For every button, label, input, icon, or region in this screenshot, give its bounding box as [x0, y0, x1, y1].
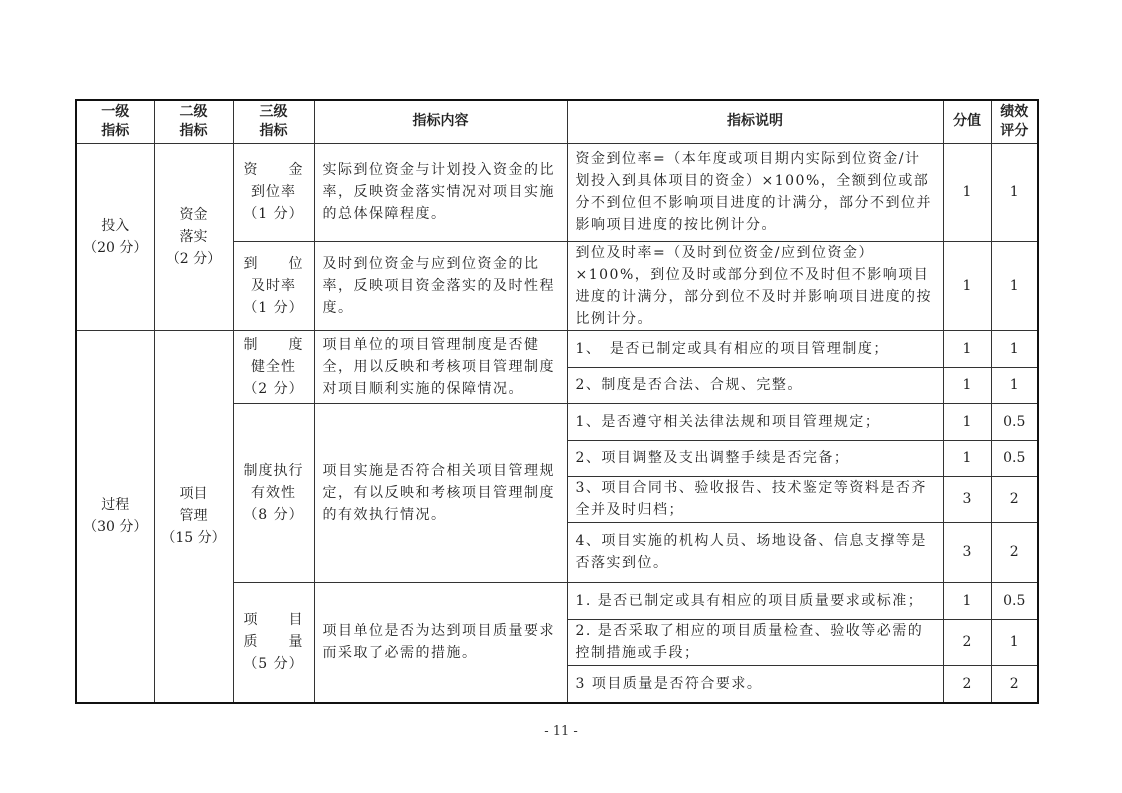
- description-cell: 4、项目实施的机构人员、场地设备、信息支撑等是否落实到位。: [567, 522, 943, 582]
- content-cell: 实际到位资金与计划投入资金的比率，反映资金落实情况对项目实施的总体保障程度。: [314, 143, 567, 241]
- content-cell: 项目实施是否符合相关项目管理规定，有以反映和考核项目管理制度的有效执行情况。: [314, 403, 567, 582]
- score-cell: 3: [943, 476, 991, 522]
- header-description: 指标说明: [567, 100, 943, 143]
- level1-process: 过程 （30 分）: [76, 330, 154, 703]
- header-row: [76, 100, 1038, 143]
- table-row: [76, 143, 1038, 241]
- description-cell: 到位及时率=（及时到位资金/应到位资金）×100%，到位及时或部分到位不及时但不影响项目进度的计满分，部分到位不及时并影响项目进度的按比例计分。: [567, 241, 943, 330]
- rating-cell: 1: [991, 143, 1038, 241]
- rating-cell: 1: [991, 330, 1038, 367]
- score-cell: 1: [943, 367, 991, 403]
- score-cell: 3: [943, 522, 991, 582]
- level1-input: 投入 （20 分）: [76, 143, 154, 330]
- header-level1: 一级 指标: [76, 100, 154, 143]
- table-row: [76, 330, 1038, 367]
- description-cell: 3、项目合同书、验收报告、技术鉴定等资料是否齐全并及时归档；: [567, 476, 943, 522]
- description-cell: 2、项目调整及支出调整手续是否完备；: [567, 440, 943, 476]
- rating-cell: 1: [991, 367, 1038, 403]
- score-cell: 2: [943, 665, 991, 703]
- page-number: - 11 -: [544, 724, 578, 739]
- score-cell: 1: [943, 440, 991, 476]
- level3-cell: 制度执行 有效性 （8 分）: [233, 403, 314, 582]
- level3-cell: 项 目 质 量 （5 分）: [233, 582, 314, 703]
- content-cell: 及时到位资金与应到位资金的比率，反映项目资金落实的及时性程度。: [314, 241, 567, 330]
- rating-cell: 1: [991, 241, 1038, 330]
- description-cell: 1、 是否已制定或具有相应的项目管理制度；: [567, 330, 943, 367]
- header-level3: 三级 指标: [233, 100, 314, 143]
- header-score: 分值: [943, 100, 991, 143]
- header-rating: 绩效 评分: [991, 100, 1038, 143]
- rating-cell: 2: [991, 522, 1038, 582]
- content-cell: 项目单位的项目管理制度是否健全，用以反映和考核项目管理制度对项目顺利实施的保障情况。: [314, 330, 567, 403]
- level2-project-management: 项目 管理 （15 分）: [154, 330, 233, 703]
- level2-funding: 资金 落实 （2 分）: [154, 143, 233, 330]
- description-cell: 1. 是否已制定或具有相应的项目质量要求或标准；: [567, 582, 943, 619]
- score-cell: 2: [943, 619, 991, 665]
- level3-cell: 资 金 到位率 （1 分）: [233, 143, 314, 241]
- score-cell: 1: [943, 241, 991, 330]
- content-cell: 项目单位是否为达到项目质量要求而采取了必需的措施。: [314, 582, 567, 703]
- level3-cell: 制 度 健全性 （2 分）: [233, 330, 314, 403]
- description-cell: 2. 是否采取了相应的项目质量检查、验收等必需的控制措施或手段；: [567, 619, 943, 665]
- score-cell: 1: [943, 143, 991, 241]
- rating-cell: 0.5: [991, 440, 1038, 476]
- description-cell: 3 项目质量是否符合要求。: [567, 665, 943, 703]
- performance-indicator-table: [75, 99, 1039, 704]
- rating-cell: 1: [991, 619, 1038, 665]
- rating-cell: 0.5: [991, 582, 1038, 619]
- rating-cell: 2: [991, 476, 1038, 522]
- rating-cell: 0.5: [991, 403, 1038, 440]
- level3-cell: 到 位 及时率 （1 分）: [233, 241, 314, 330]
- score-cell: 1: [943, 403, 991, 440]
- header-level2: 二级 指标: [154, 100, 233, 143]
- rating-cell: 2: [991, 665, 1038, 703]
- description-cell: 2、制度是否合法、合规、完整。: [567, 367, 943, 403]
- score-cell: 1: [943, 330, 991, 367]
- header-content: 指标内容: [314, 100, 567, 143]
- score-cell: 1: [943, 582, 991, 619]
- description-cell: 1、是否遵守相关法律法规和项目管理规定；: [567, 403, 943, 440]
- description-cell: 资金到位率=（本年度或项目期内实际到位资金/计划投入到具体项目的资金）×100%，全额到位或部分不到位但不影响项目进度的计满分，部分不到位并影响项目进度的按比例计分。: [567, 143, 943, 241]
